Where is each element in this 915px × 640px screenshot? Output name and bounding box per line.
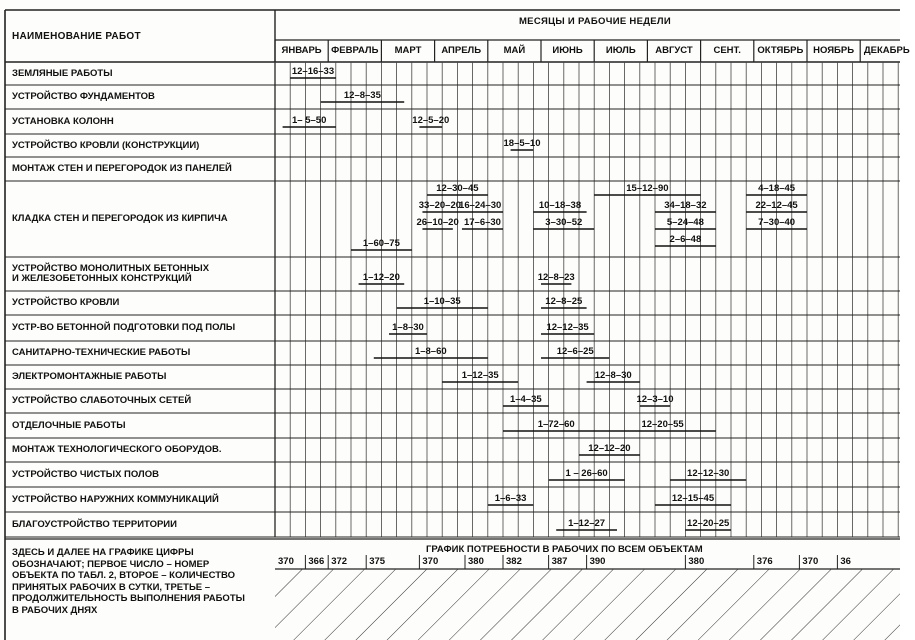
task-name-line: УСТРОЙСТВО КРОВЛИ (КОНСТРУКЦИИ)	[12, 139, 200, 151]
bar-label: 3–30–52	[545, 217, 583, 228]
months-header: МЕСЯЦЫ И РАБОЧИЕ НЕДЕЛИ	[518, 16, 672, 27]
workers-value: 372	[331, 556, 348, 567]
task-name-line: УСТРОЙСТВО МОНОЛИТНЫХ БЕТОННЫХ	[12, 263, 210, 274]
workers-value: 36	[840, 556, 851, 567]
bar-label: 16–24–30	[459, 200, 502, 211]
task-name	[12, 396, 191, 406]
task-name-line: УСТАНОВКА КОЛОНН	[12, 115, 114, 127]
bar-label: 12–6–25	[556, 346, 594, 357]
bar-label: 12–8–35	[343, 90, 381, 101]
workers-value: 382	[506, 556, 522, 567]
bar-label: 26–10–20	[416, 217, 459, 228]
task-name	[12, 141, 199, 151]
month-label: АПРЕЛЬ	[441, 45, 482, 56]
bar-label: 1–60–75	[362, 238, 400, 249]
month-label: АВГУСТ	[655, 45, 693, 56]
task-name	[12, 164, 232, 174]
bar-label: 22–12–45	[755, 200, 798, 211]
month-label: ЯНВАРЬ	[281, 45, 322, 56]
task-name	[12, 445, 221, 455]
bar-label: 12–12–30	[687, 468, 730, 479]
footnote-line: ОБЪЕКТА ПО ТАБЛ. 2, ВТОРОЕ – КОЛИЧЕСТВО	[12, 570, 236, 581]
bar-label: 2–6–48	[669, 234, 702, 245]
task-name	[12, 323, 235, 333]
month-label: ДЕКАБРЬ	[863, 45, 910, 56]
workers-value: 370	[422, 556, 439, 567]
task-name	[12, 421, 126, 431]
bar-label: 17–6–30	[463, 217, 501, 228]
workers-value: 380	[468, 556, 484, 567]
workers-value: 375	[369, 556, 386, 567]
bar-label: 12–8–23	[537, 272, 575, 283]
month-label: ИЮНЬ	[552, 45, 583, 56]
bar-label: 1 – 26–60	[565, 468, 608, 479]
bar-label: 12–12–20	[588, 443, 631, 454]
month-label: СЕНТ.	[713, 45, 741, 56]
bar-label: 12–8–30	[594, 370, 632, 381]
bar-label: 1–8–60	[414, 346, 447, 357]
bar-label: 5–24–48	[666, 217, 704, 228]
task-name-line: УСТР-ВО БЕТОННОЙ ПОДГОТОВКИ ПОД ПОЛЫ	[12, 322, 236, 333]
task-name-line: БЛАГОУСТРОЙСТВО ТЕРРИТОРИИ	[12, 518, 177, 530]
bar-label: 12–30–45	[436, 183, 479, 194]
task-name	[12, 495, 219, 505]
task-name-line: УСТРОЙСТВО НАРУЖНИХ КОММУНИКАЦИЙ	[12, 493, 219, 505]
bar-label: 18–5–10	[503, 138, 541, 149]
task-name-line: УСТРОЙСТВО ФУНДАМЕНТОВ	[12, 91, 155, 102]
task-name	[12, 264, 209, 284]
task-name-line: УСТРОЙСТВО СЛАБОТОЧНЫХ СЕТЕЙ	[12, 395, 192, 406]
task-name-line: ЭЛЕКТРОМОНТАЖНЫЕ РАБОТЫ	[12, 371, 167, 382]
bar-label: 12–8–25	[545, 296, 583, 307]
task-name-line: КЛАДКА СТЕН И ПЕРЕГОРОДОК ИЗ КИРПИЧА	[12, 213, 228, 224]
workers-value: 376	[756, 556, 773, 567]
bar-label: 1– 5–50	[292, 115, 327, 126]
task-name-line: МОНТАЖ СТЕН И ПЕРЕГОРОДОК ИЗ ПАНЕЛЕЙ	[12, 163, 232, 174]
bar-label: 1–12–20	[362, 272, 400, 283]
month-label: ИЮЛЬ	[605, 45, 636, 56]
bar-label: 1–8–30	[392, 322, 424, 333]
task-name-line: ЗЕМЛЯНЫЕ РАБОТЫ	[12, 67, 113, 79]
bar-label: 12–15–45	[671, 493, 715, 504]
bar-label: 1–12–27	[568, 518, 606, 529]
task-name-line: МОНТАЖ ТЕХНОЛОГИЧЕСКОГО ОБОРУДОВ.	[12, 444, 222, 455]
month-label: ФЕВРАЛЬ	[331, 45, 379, 56]
footnote-line: ЗДЕСЬ И ДАЛЕЕ НА ГРАФИКЕ ЦИФРЫ	[12, 547, 194, 558]
task-name-line: И ЖЕЛЕЗОБЕТОННЫХ КОНСТРУКЦИЙ	[12, 273, 192, 284]
month-label: МАЙ	[503, 45, 526, 56]
footnote-line: ПРОДОЛЖИТЕЛЬНОСТЬ ВЫПОЛНЕНИЯ РАБОТЫ	[12, 593, 245, 604]
task-name	[12, 470, 159, 480]
bar-label: 34–18–32	[664, 200, 707, 211]
bar-label: 1–6–33	[494, 493, 527, 504]
bar-label: 33–20–20	[418, 200, 462, 211]
task-name	[12, 372, 166, 382]
tasks-column-header: НАИМЕНОВАНИЕ РАБОТ	[12, 31, 141, 42]
task-name	[12, 69, 113, 79]
bar-label: 1–12–35	[461, 370, 499, 381]
task-name	[12, 117, 114, 127]
footnote-line: В РАБОЧИХ ДНЯХ	[12, 604, 98, 616]
month-label: ОКТЯБРЬ	[757, 45, 804, 56]
month-label: НОЯБРЬ	[813, 45, 855, 56]
task-name-line: ОТДЕЛОЧНЫЕ РАБОТЫ	[12, 419, 126, 431]
bar-label: 4–18–45	[758, 183, 796, 194]
task-name	[12, 92, 155, 102]
task-name-line: УСТРОЙСТВО КРОВЛИ	[12, 297, 120, 308]
task-name	[12, 214, 228, 224]
workers-chart-title: ГРАФИК ПОТРЕБНОСТИ В РАБОЧИХ ПО ВСЕМ ОБЪЕКТАМ	[426, 544, 703, 555]
workers-value: 380	[688, 556, 705, 567]
bar-label: 10–18–38	[538, 200, 582, 211]
bar-label: 7–30–40	[758, 217, 796, 228]
bar-label: 12–5–20	[412, 115, 450, 126]
workers-value: 387	[551, 556, 568, 567]
bar-label: 12–20–55	[641, 419, 684, 430]
workers-value: 366	[308, 556, 325, 567]
task-name	[12, 298, 119, 308]
footnote-line: ОБОЗНАЧАЮТ; ПЕРВОЕ ЧИСЛО – НОМЕР	[12, 558, 210, 570]
bar-label: 12–20–25	[687, 518, 730, 529]
bar-label: 12–16–33	[291, 66, 335, 77]
task-name	[12, 520, 177, 530]
month-label: МАРТ	[394, 45, 422, 56]
bar-label: 12–3–10	[636, 394, 674, 405]
task-name	[12, 348, 190, 358]
workers-value: 390	[589, 556, 606, 567]
workers-value: 370	[802, 556, 819, 567]
workers-hatch-area	[275, 569, 900, 640]
footnote	[12, 547, 274, 616]
bar-label: 12–12–35	[546, 322, 589, 333]
bar-label: 1–10–35	[423, 296, 461, 307]
bar-label: 1–4–35	[509, 394, 542, 405]
workers-value: 370	[278, 556, 294, 567]
task-name-line: САНИТАРНО-ТЕХНИЧЕСКИЕ РАБОТЫ	[12, 347, 191, 358]
bar-label: 15–12–90	[626, 183, 669, 194]
bar-label: 1–72–60	[537, 419, 575, 430]
task-name-line: УСТРОЙСТВО ЧИСТЫХ ПОЛОВ	[12, 468, 159, 480]
footnote-line: ПРИНЯТЫХ РАБОЧИХ В СУТКИ, ТРЕТЬЕ –	[12, 581, 211, 593]
